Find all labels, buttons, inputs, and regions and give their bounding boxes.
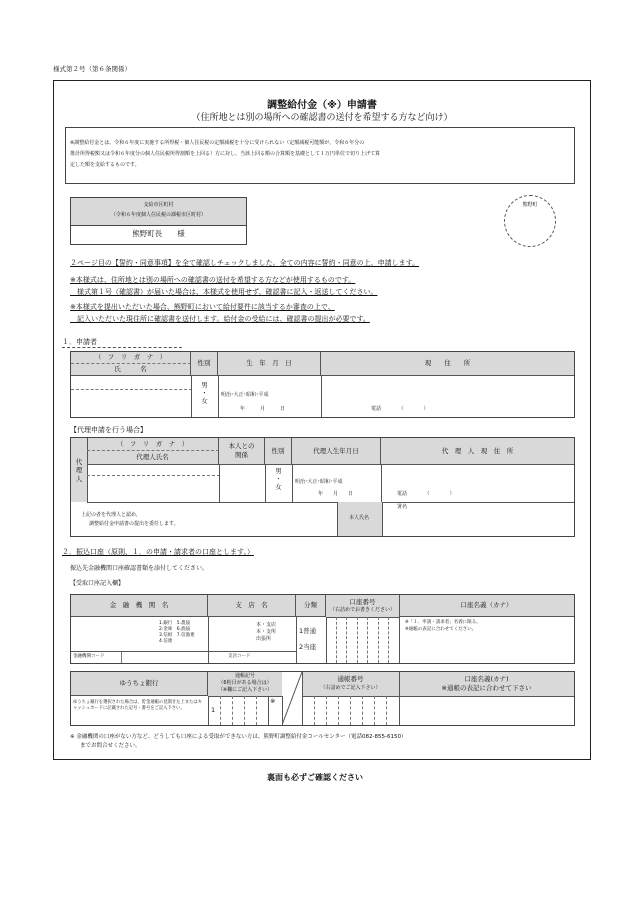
yucho-instruction: ゆうちょ銀行を選択された場合は、貯金通帳の見開き左上またはキャッシュカードに記載された記号・番号をご記入下さい。 — [73, 700, 202, 711]
notice-line: ※本様式は、住所地とは別の場所への確認書の送付を希望する方などが使用するものです。 — [70, 276, 356, 284]
agent-name-header: 代理人氏名 — [87, 451, 219, 465]
agent-furigana-header: （ フ リ ガ ナ ） — [87, 438, 219, 451]
gender-header: 性別 — [191, 352, 218, 376]
agent-address-header: 代 理 人 現 住 所 — [381, 438, 574, 465]
agent-relation-input[interactable] — [219, 465, 266, 503]
branch-name-input[interactable] — [208, 617, 297, 663]
account-type-select[interactable] — [296, 617, 327, 663]
note-line: 推計所得税額又は令和６年度分の個人住民税所得割額を上回る）方に対し、当該上回る額の合算額を基礎として１万円単位で切り上げて算 — [70, 151, 381, 157]
section1-title: １．申請者 — [62, 338, 182, 348]
agent-table — [70, 437, 575, 537]
yucho-table — [70, 671, 575, 726]
applicant-table — [70, 351, 575, 418]
agent-gender-header: 性別 — [265, 438, 292, 465]
agent-title: 【代理申請を行う場合】 — [70, 426, 147, 434]
agent-gender-select[interactable] — [265, 465, 293, 503]
municipality-name: 熊野町長 様 — [132, 229, 185, 238]
yucho-code-input[interactable] — [208, 696, 283, 725]
furigana-header: （ フ リ ガ ナ ） — [71, 352, 191, 364]
address-input[interactable] — [321, 376, 574, 417]
note-line: 定した額を支給するものです。 — [70, 162, 140, 168]
name-header: 氏 名 — [71, 364, 191, 376]
yucho-code-note: （※欄にご記入下さい） — [217, 687, 273, 693]
agent-side-label: 代 理 人 — [75, 458, 83, 483]
note-line: ※調整給付金とは、令和６年度に実施する所得税・個人住民税の定額減税を十分に受けられない（定額減税可能額が、令和６年分の — [70, 140, 365, 146]
bank-header: 金 融 機 関 名 — [71, 595, 208, 617]
yucho-bank-header: ゆうちょ銀行 — [71, 672, 208, 696]
holder-header: 口座名義（カナ） — [399, 595, 574, 617]
yucho-number-header: 通帳番号 — [337, 675, 364, 683]
municipality-label: 支給市区町村 — [143, 202, 174, 208]
municipality-sublabel: （令和６年度個人住民税の課税市区町村） — [110, 212, 206, 218]
yucho-holder-note: ※通帳の表記に合わせて下さい — [441, 684, 532, 692]
gender-select[interactable] — [191, 376, 219, 417]
principal-name-label: 本人氏名 — [348, 515, 369, 521]
bank-name-input[interactable] — [71, 617, 209, 663]
agent-address-input[interactable] — [381, 465, 574, 503]
yucho-code-prefix: 1 — [211, 706, 216, 714]
form-subtitle: （住所地とは別の場所への確認書の送付を希望する方など向け） — [191, 113, 453, 123]
municipality-box — [70, 197, 247, 245]
branch-code-label: 支店コード — [228, 654, 251, 659]
bank-type-option: 2.金庫 6.漁協 — [159, 627, 191, 632]
yucho-number-input[interactable] — [302, 696, 400, 725]
bank-code-label: 金融機関コード — [73, 654, 105, 659]
account-holder-input[interactable] — [399, 617, 574, 663]
era-options: 明治･大正･昭和･平成 — [221, 392, 269, 398]
bank-type-option: 3.信組 7.信漁連 — [159, 633, 195, 638]
phone-label: 電話 （ ） — [371, 406, 429, 412]
ymd-label: 年 月 日 — [240, 406, 286, 412]
footer-note: ※ 金融機関の口座がない方など、どうしても口座による受取ができない方は、熊野町調整給付金コールセンター（電話082-855-6150） — [70, 734, 407, 740]
holder-note: ※通帳の表記に合わせてください。 — [405, 627, 477, 632]
agent-birthdate-header: 代理人生年月日 — [292, 438, 381, 465]
agent-phone-label: 電話 （ ） — [397, 491, 455, 497]
branch-type-option: 本・支店 — [256, 622, 277, 628]
pledge-text: ２ページ目の【誓約・同意事項】を全て確認しチェックしました。全ての内容に誓約・同意の上、申請します。 — [70, 259, 420, 267]
seal-label: 熊野町 — [522, 202, 538, 208]
signature-label: 署名 — [397, 504, 408, 510]
agent-relation-header: 本人との 関係 — [219, 438, 265, 465]
section2-title: ２．振込口座（原則、１．の申請・請求者の口座とします。） — [62, 548, 254, 556]
name-input[interactable] — [71, 389, 192, 417]
agent-gender-options: 男 ・ 女 — [275, 467, 282, 491]
bank-type-option: 1.銀行 5.農協 — [159, 621, 191, 626]
seal-circle — [504, 195, 556, 247]
account-number-note: （右詰めでお書きください） — [329, 607, 395, 613]
branch-header: 支 店 名 — [208, 595, 296, 617]
form-number: 様式第２号（第６条関係） — [53, 65, 131, 73]
yucho-holder-header: 口座名義(カナ) — [464, 675, 509, 683]
bank-type-option: 4.信連 — [159, 639, 173, 644]
attach-note: 振込先金融機関口座確認書類を添付してください。 — [70, 565, 209, 572]
type-header: 分類 — [296, 595, 326, 617]
yucho-code-note: （6桁目がある場合は） — [218, 680, 272, 686]
agent-ymd-label: 年 月 日 — [318, 491, 354, 497]
notice-line: 記入いただいた現住所に確認書を送付します。給付金の受給には、確認書の提出が必要です。 — [70, 315, 370, 323]
yucho-number-note: （右詰めでご記入下さい） — [320, 685, 381, 691]
account-type-option: 2当座 — [299, 643, 317, 651]
branch-type-option: 本・支所 — [256, 629, 277, 635]
account-type-option: 1普通 — [299, 627, 317, 635]
yucho-code-header: 通帳記号 — [234, 673, 255, 679]
agent-era-options: 明治･大正･昭和･平成 — [295, 479, 343, 485]
account-section-label: 【受取口座記入欄】 — [70, 580, 125, 587]
footer-note: までお問合せください。 — [80, 743, 141, 749]
yucho-holder-input[interactable] — [399, 696, 574, 725]
definition-note-box — [65, 127, 575, 184]
address-header: 現 住 所 — [321, 352, 574, 376]
furigana-input[interactable] — [71, 376, 192, 390]
yucho-mark: ※ — [270, 697, 276, 705]
notice-line: ※本様式を提出いただいた場合、熊野町において給付要件に該当するか審査の上で、 — [70, 303, 335, 311]
birthdate-header: 生 年 月 日 — [218, 352, 321, 376]
form-title: 調整給付金（※）申請書 — [267, 100, 377, 111]
back-page-notice: 裏面も必ずご確認ください — [267, 773, 363, 782]
delegation-text: 上記の者を代理人と認め、 — [81, 512, 141, 518]
yucho-diagonal — [282, 672, 303, 725]
account-number-input[interactable] — [326, 617, 400, 663]
agent-birthdate-input[interactable] — [292, 465, 382, 503]
branch-type-option: 出張所 — [256, 636, 272, 642]
delegation-text: 調整給付金申請書の提出を委任します。 — [89, 521, 179, 527]
agent-name-input[interactable] — [87, 475, 220, 503]
birthdate-input[interactable] — [218, 376, 322, 417]
gender-options: 男 ・ 女 — [201, 381, 208, 405]
account-number-header: 口座番号 — [349, 598, 376, 606]
diagonal-line — [282, 672, 302, 725]
holder-note: ※「１．申請・請求者」名義に限る。 — [405, 620, 481, 625]
bank-table — [70, 594, 575, 664]
notice-line: 様式第１号（確認書）が届いた場合は、本様式を使用せず、確認書に記入・返送してください。 — [70, 288, 378, 296]
principal-signature-input[interactable] — [381, 502, 574, 536]
